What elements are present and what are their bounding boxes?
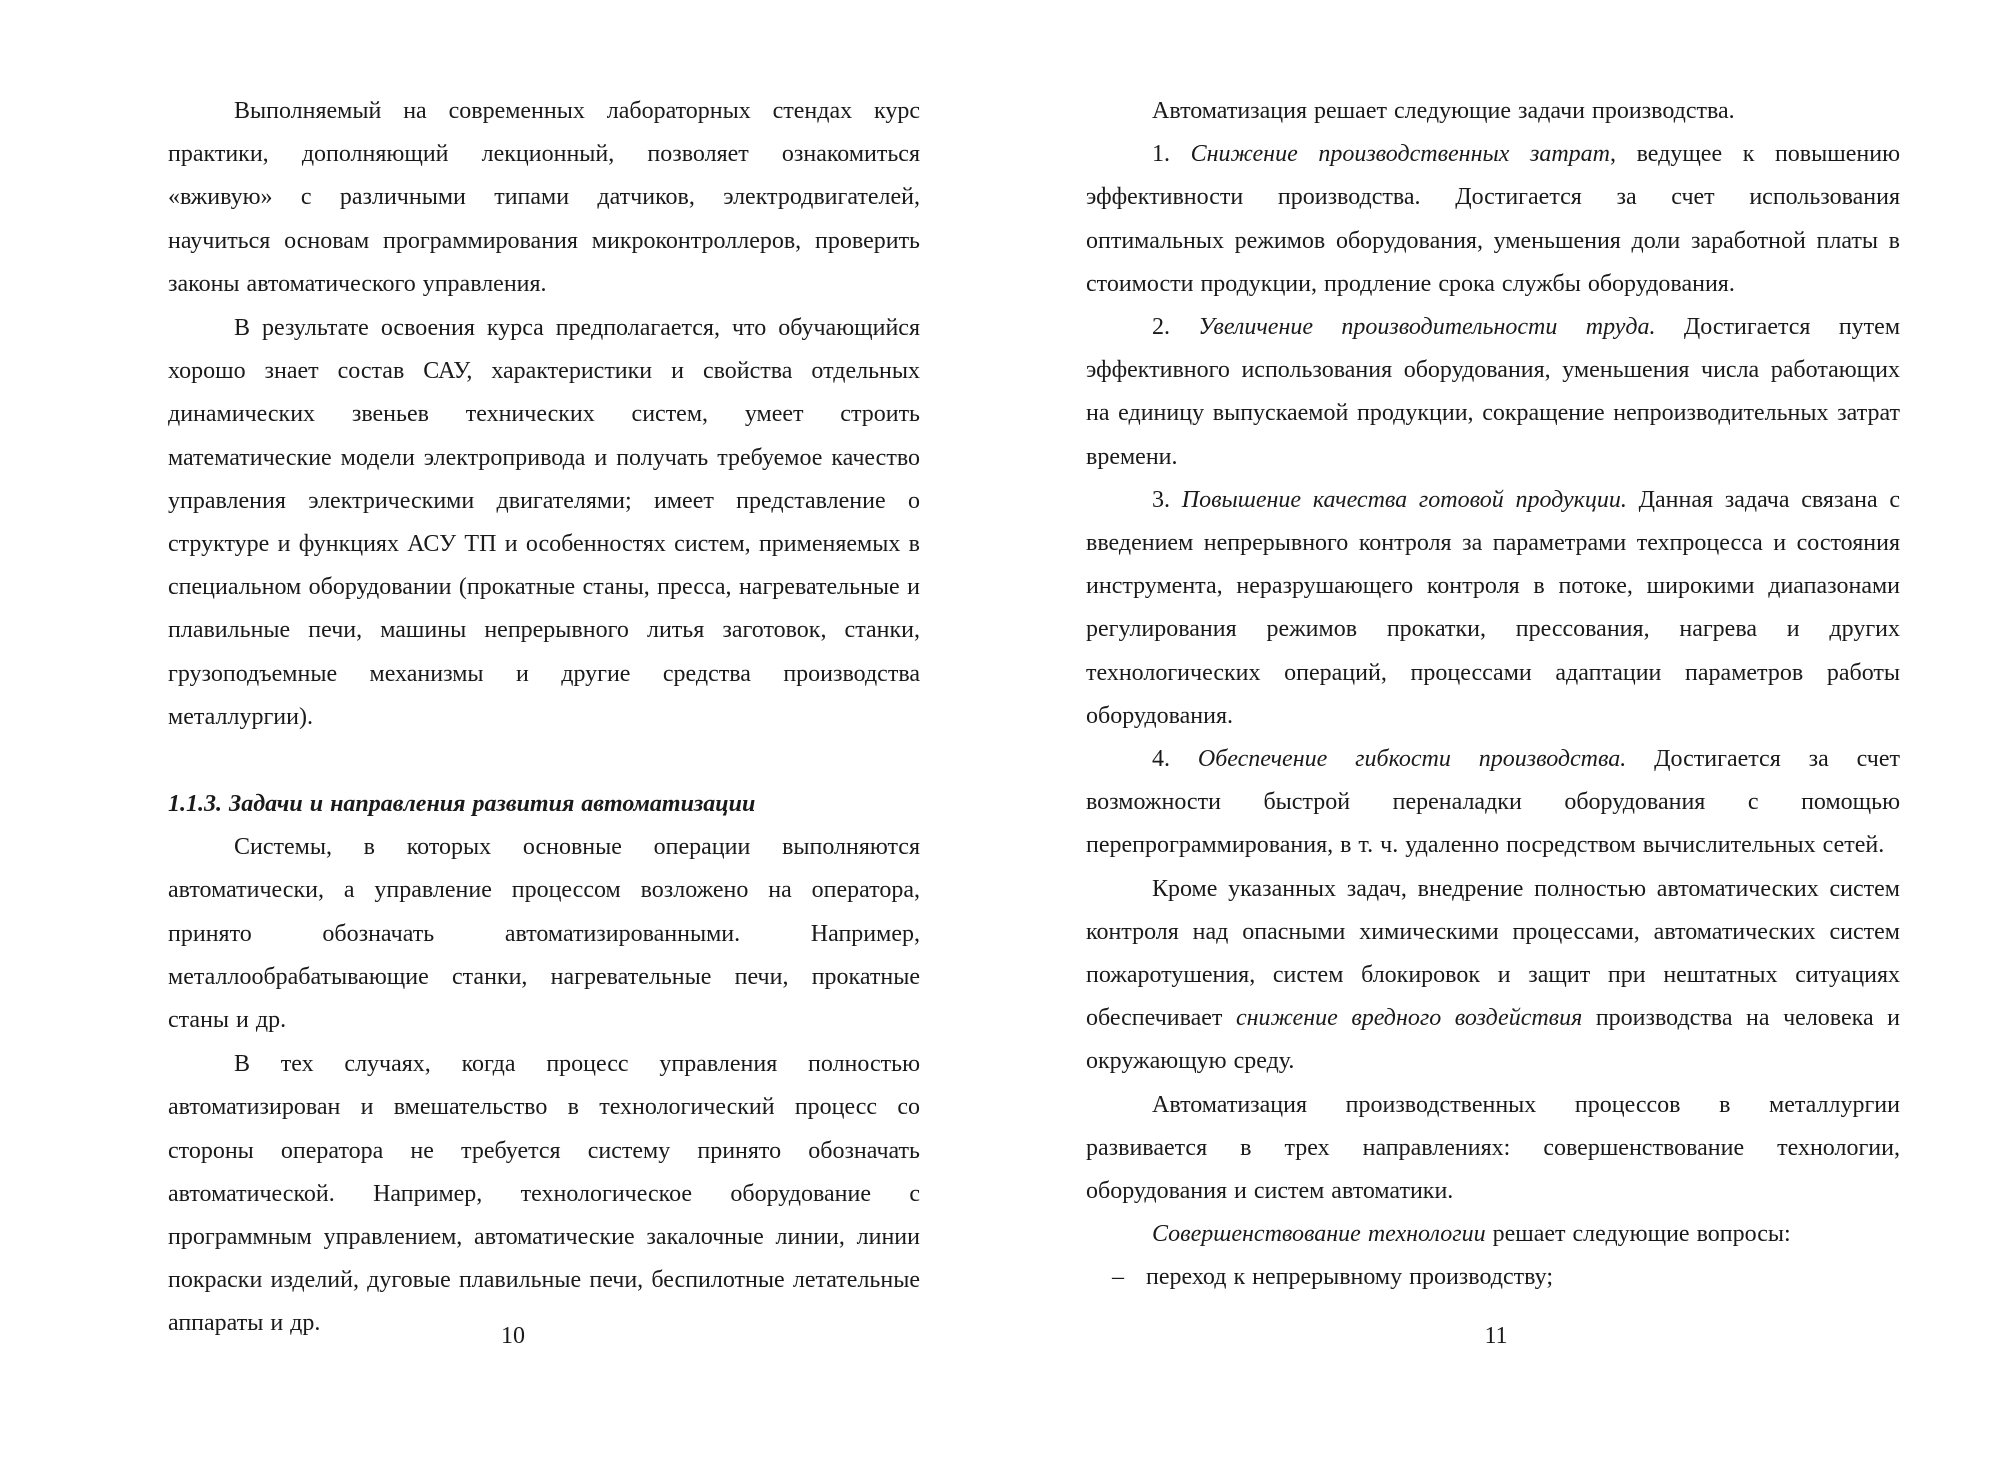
text-run: Кроме указанных задач, внедрение полностью автоматических систем контроля над опасными химическими процессами, автоматических систем пожаротушения, систем блокировок и защит при нештатных ситуациях обеспечивает	[1086, 875, 1900, 1032]
text-run: решает следующие вопросы:	[1485, 1221, 1791, 1248]
paragraph: В тех случаях, когда процесс управления полностью автоматизирован и вмешательство в технологический процесс со стороны оператора не требуется систему принято обозначать автоматической. Например, технологическое оборудование с программным управлением, автоматические закалочные линии, линии покраски изделий, дуговые плавильные печи, беспилотные летательные аппараты и др.	[168, 1051, 920, 1337]
paragraph: Автоматизация решает следующие задачи производства.	[1152, 98, 1735, 124]
paragraph	[1086, 868, 1900, 1084]
paragraph: Автоматизация производственных процессов в металлургии развивается в трех направлениях: совершенствование технологии, оборудования и систем автоматики.	[1086, 1091, 1900, 1205]
task-text: Достигается за счет возможности быстрой переналадки оборудования с помощью перепрограммирования, в т. ч. удаленно посредством вычислительных сетей.	[1086, 746, 1900, 859]
paragraph: В результате освоения курса предполагается, что обучающийся хорошо знает состав САУ, характеристики и свойства отдельных динамических звеньев технических систем, умеет строить математические модели электропривода и получать требуемое качество управления электрическими двигателями; имеет представление о структуре и функциях АСУ ТП и особенностях систем, применяемых в специальном оборудовании (прокатные станы, пресса, нагревательные и плавильные печи, машины непрерывного литья заготовок, станки, грузоподъемные механизмы и другие средства производства металлургии).	[168, 315, 920, 730]
right-page	[990, 0, 2000, 1476]
task-text: Данная задача связана с введением непрерывного контроля за параметрами техпроцесса и состояния инструмента, неразрушающего контроля в потоке, широкими диапазонами регулирования режимов прокатки, прессования, нагрева и других технологических операций, процессами адаптации параметров работы оборудования.	[1086, 486, 1900, 729]
paragraph: Выполняемый на современных лабораторных стендах курс практики, дополняющий лекционный, позволяет ознакомиться «вживую» с различными типами датчиков, электродвигателей, научиться основам программирования микроконтроллеров, проверить законы автоматического управления.	[168, 98, 920, 297]
task-item	[1086, 479, 1900, 738]
left-text-top	[168, 90, 920, 739]
task-text: , ведущее к повышению эффективности производства. Достигается за счет использования оптимальных режимов оборудования, уменьшения доли заработной платы в стоимости продукции, продление срока службы оборудования.	[1086, 141, 1901, 297]
task-number: 2.	[1152, 314, 1170, 341]
left-page	[0, 0, 990, 1476]
task-item	[1086, 738, 1900, 868]
task-text: Достигается путем эффективного использования оборудования, уменьшения числа работающих на единицу выпускаемой продукции, сокращение непроизводительных затрат времени.	[1086, 314, 1901, 470]
section-heading: 1.1.3. Задачи и направления развития автоматизации	[168, 791, 756, 817]
task-number: 3.	[1152, 486, 1170, 513]
task-item	[1086, 306, 1900, 479]
page-number: 10	[501, 1323, 525, 1349]
list-item	[1086, 1256, 1900, 1299]
task-number: 1.	[1152, 141, 1170, 168]
task-title: Снижение производственных затрат	[1190, 141, 1610, 168]
right-text	[1086, 90, 1900, 1300]
task-item	[1086, 133, 1900, 306]
task-number: 4.	[1152, 746, 1170, 773]
emphasis-text: Совершенствование технологии	[1152, 1221, 1486, 1248]
left-text-bottom	[168, 783, 920, 1346]
task-title: Повышение качества готовой продукции.	[1181, 486, 1627, 513]
paragraph	[1086, 1213, 1900, 1256]
page-number: 11	[1484, 1323, 1508, 1349]
dash-marker: –	[1112, 1264, 1124, 1291]
paragraph: Системы, в которых основные операции выполняются автоматически, а управление процессом возложено на оператора, принято обозначать автоматизированными. Например, металлообрабатывающие станки, нагревательные печи, прокатные станы и др.	[168, 834, 920, 1034]
list-item-text: переход к непрерывному производству;	[1146, 1264, 1553, 1291]
task-title: Обеспечение гибкости производства.	[1197, 746, 1627, 773]
text-run: производства на человека и окружающую среду.	[1086, 1005, 1900, 1075]
emphasis-text: снижение вредного воздействия	[1235, 1005, 1583, 1032]
task-title: Увеличение производительности труда.	[1198, 314, 1656, 341]
